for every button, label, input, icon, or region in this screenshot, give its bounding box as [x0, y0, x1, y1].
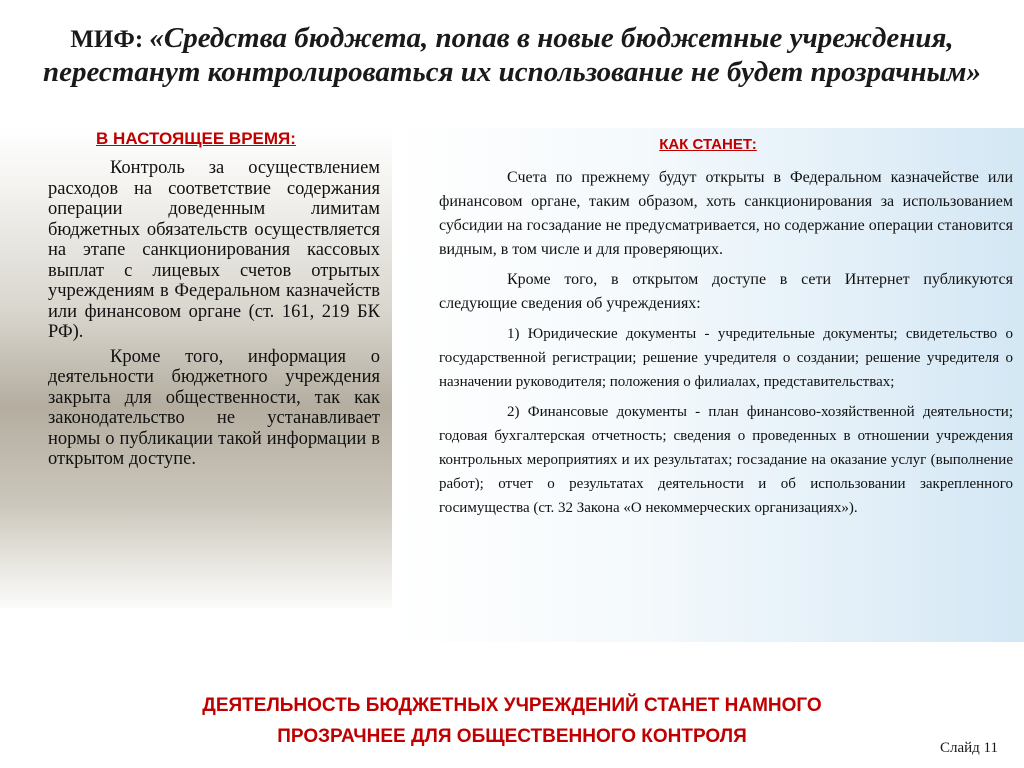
conclusion-line-1: ДЕЯТЕЛЬНОСТЬ БЮДЖЕТНЫХ УЧРЕЖДЕНИЙ СТАНЕТ НАМНОГО: [202, 695, 822, 716]
conclusion-banner: [40, 690, 984, 752]
future-state-heading: КАК СТАНЕТ:: [659, 136, 757, 153]
future-state-paragraph: Кроме того, в открытом доступе в сети Интернет публикуются следующие сведения об учреждениях:: [439, 271, 1013, 312]
legal-documents-paragraph: 1) Юридические документы - учредительные документы; свидетельство о государственной регистрации; решение учредителя о создании; решение учредителя о назначении руководителя; положения о филиалах, представительствах;: [439, 326, 1013, 390]
conclusion-line-2: ПРОЗРАЧНЕЕ ДЛЯ ОБЩЕСТВЕННОГО КОНТРОЛЯ: [277, 726, 747, 747]
future-state-paragraph: Счета по прежнему будут открыты в Федеральном казначействе или финансовом органе, таким образом, хоть санкционирования за использованием субсидии на госзадание не предусматривается, но содержание операции становится видным, в том числе и для проверяющих.: [439, 169, 1013, 258]
slide-number: Слайд 11: [939, 740, 998, 756]
title-myth: «Средства бюджета, попав в новые бюджетные учреждения, перестанут контролироваться их использование не будет прозрачным»: [42, 22, 982, 88]
slide-title: [20, 22, 1004, 88]
future-state-text: [439, 166, 1013, 526]
current-state-heading: В НАСТОЯЩЕЕ ВРЕМЯ:: [96, 129, 296, 148]
current-state-paragraph: Контроль за осуществлением расходов на соответствие содержания операции доведенным лимитам бюджетных обязательств осуществляется на этапе санкционирования кассовых выплат с лицевых счетов отрытых учреждениям в Федеральном казначейств или финансовом органе (ст. 161, 219 БК РФ).: [48, 158, 380, 342]
financial-documents-paragraph: 2) Финансовые документы - план финансово-хозяйственной деятельности; годовая бухгалтерская отчетность; сведения о проведенных в отношении учреждения контрольных мероприятиях и их результатах; госзадание на оказание услуг (выполнение работ); отчет о результатах деятельности и об использовании закрепленного госимущества (ст. 32 Закона «О некоммерческих организациях»).: [439, 404, 1013, 516]
current-state-text: [48, 158, 380, 474]
current-state-paragraph: Кроме того, информация о деятельности бюджетного учреждения закрыта для общественности, так как законодательство не устанавливает нормы о публикации такой информации в открытом доступе.: [48, 346, 380, 469]
title-prefix: МИФ:: [70, 26, 150, 53]
